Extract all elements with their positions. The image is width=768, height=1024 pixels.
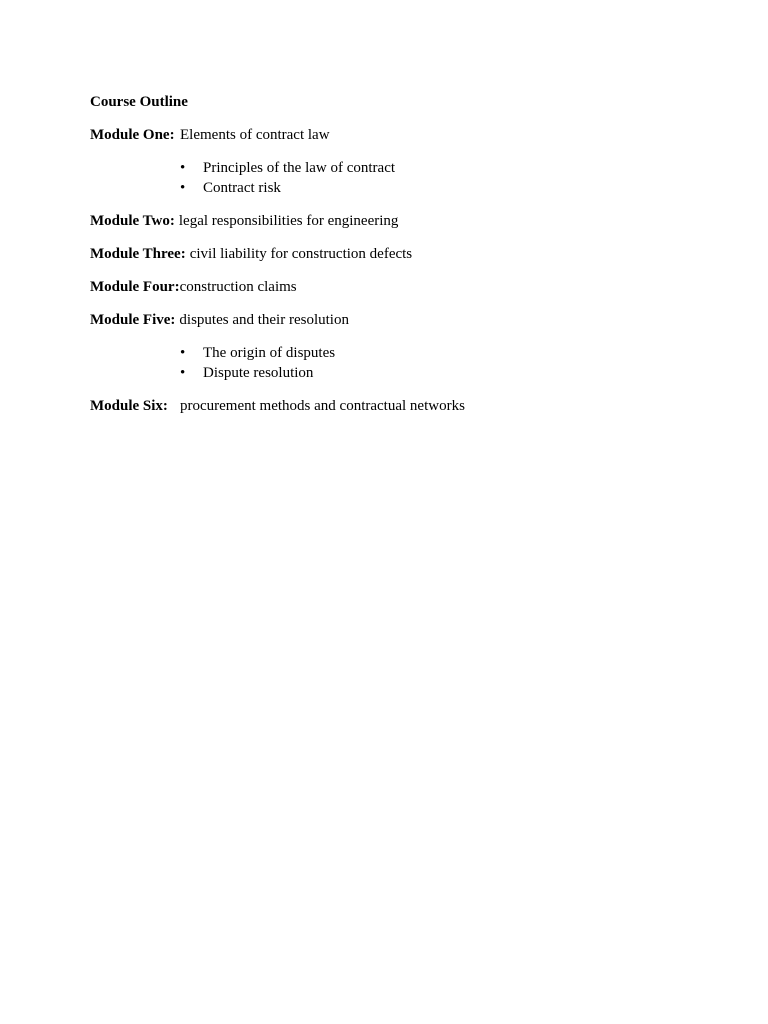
bullet-text: The origin of disputes [203, 345, 336, 361]
course-outline-heading: Course Outline [90, 94, 188, 110]
module-one-label: Module One: [90, 127, 175, 143]
module-five-topic: disputes and their resolution [179, 312, 349, 328]
bullet-icon: • [180, 365, 186, 381]
module-one [90, 125, 730, 145]
module-two [90, 211, 730, 231]
module-two-topic: legal responsibilities for engineering [178, 213, 399, 229]
list-item [180, 343, 730, 363]
module-six [90, 396, 730, 416]
bullet-icon: • [180, 345, 186, 361]
bullet-text: Dispute resolution [203, 365, 314, 381]
list-item [180, 158, 730, 178]
module-three [90, 244, 730, 264]
module-five-bullets [90, 343, 730, 383]
bullet-icon: • [180, 180, 186, 196]
module-four [90, 277, 730, 297]
bullet-icon: • [180, 160, 186, 176]
bullet-text: Contract risk [203, 180, 281, 196]
bullet-text: Principles of the law of contract [203, 160, 396, 176]
module-two-label: Module Two: [90, 213, 175, 229]
module-four-topic: construction claims [179, 279, 297, 295]
module-five [90, 310, 730, 330]
document-page [90, 92, 730, 429]
module-five-label: Module Five: [90, 312, 176, 328]
module-three-topic: civil liability for construction defects [189, 246, 413, 262]
module-one-topic: Elements of contract law [180, 127, 330, 143]
module-one-bullets [90, 158, 730, 198]
list-item [180, 178, 730, 198]
module-four-label: Module Four: [90, 279, 180, 295]
list-item [180, 363, 730, 383]
module-six-label: Module Six: [90, 398, 168, 414]
module-three-label: Module Three: [90, 246, 186, 262]
module-six-topic: procurement methods and contractual networks [180, 398, 465, 414]
